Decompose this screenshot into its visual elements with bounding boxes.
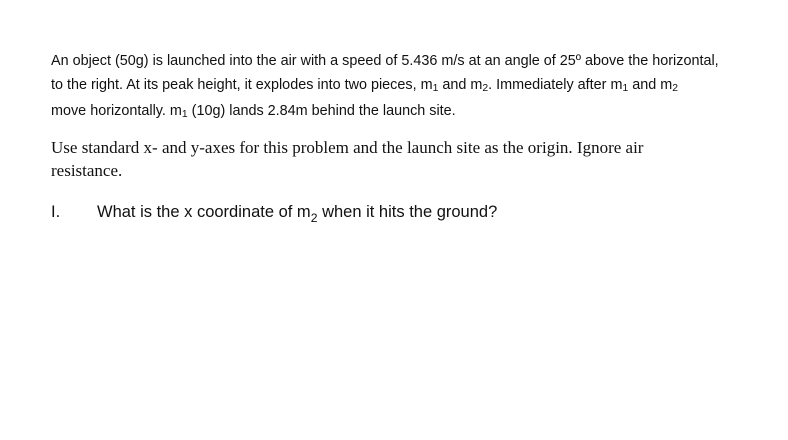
problem-line-3-text-a: move horizontally. m	[51, 103, 182, 119]
question-text-b: when it hits the ground?	[317, 203, 498, 221]
problem-line-2-text-c: . Immediately after m	[488, 77, 623, 93]
problem-statement	[51, 49, 771, 125]
problem-line-2-text-d: and m	[628, 77, 673, 93]
problem-line-2	[51, 73, 771, 99]
instructions	[51, 136, 751, 182]
question-number: I.	[51, 203, 61, 221]
question-text	[97, 200, 497, 225]
problem-line-3-text-b: (10g) lands 2.84m behind the launch site.	[187, 103, 456, 119]
subscript-m2: 2	[672, 82, 678, 94]
problem-line-3	[51, 99, 771, 125]
question-text-a: What is the x coordinate of m	[97, 203, 311, 221]
subscript-m2: 2	[482, 82, 489, 94]
subscript-m1: 1	[181, 108, 188, 120]
subscript-m1: 1	[432, 82, 439, 94]
problem-line-1: An object (50g) is launched into the air with a speed of 5.436 m/s at an angle of 25º above the horizontal,	[51, 53, 719, 69]
subscript-m2: 2	[310, 210, 318, 225]
problem-line-2-text-b: and m	[438, 77, 483, 93]
problem-line-2-text-a: to the right. At its peak height, it explodes into two pieces, m	[51, 77, 433, 93]
instructions-line-2: resistance.	[51, 161, 123, 180]
subscript-m1: 1	[622, 82, 629, 94]
instructions-line-1: Use standard x- and y-axes for this problem and the launch site as the origin. Ignore air	[51, 138, 644, 157]
